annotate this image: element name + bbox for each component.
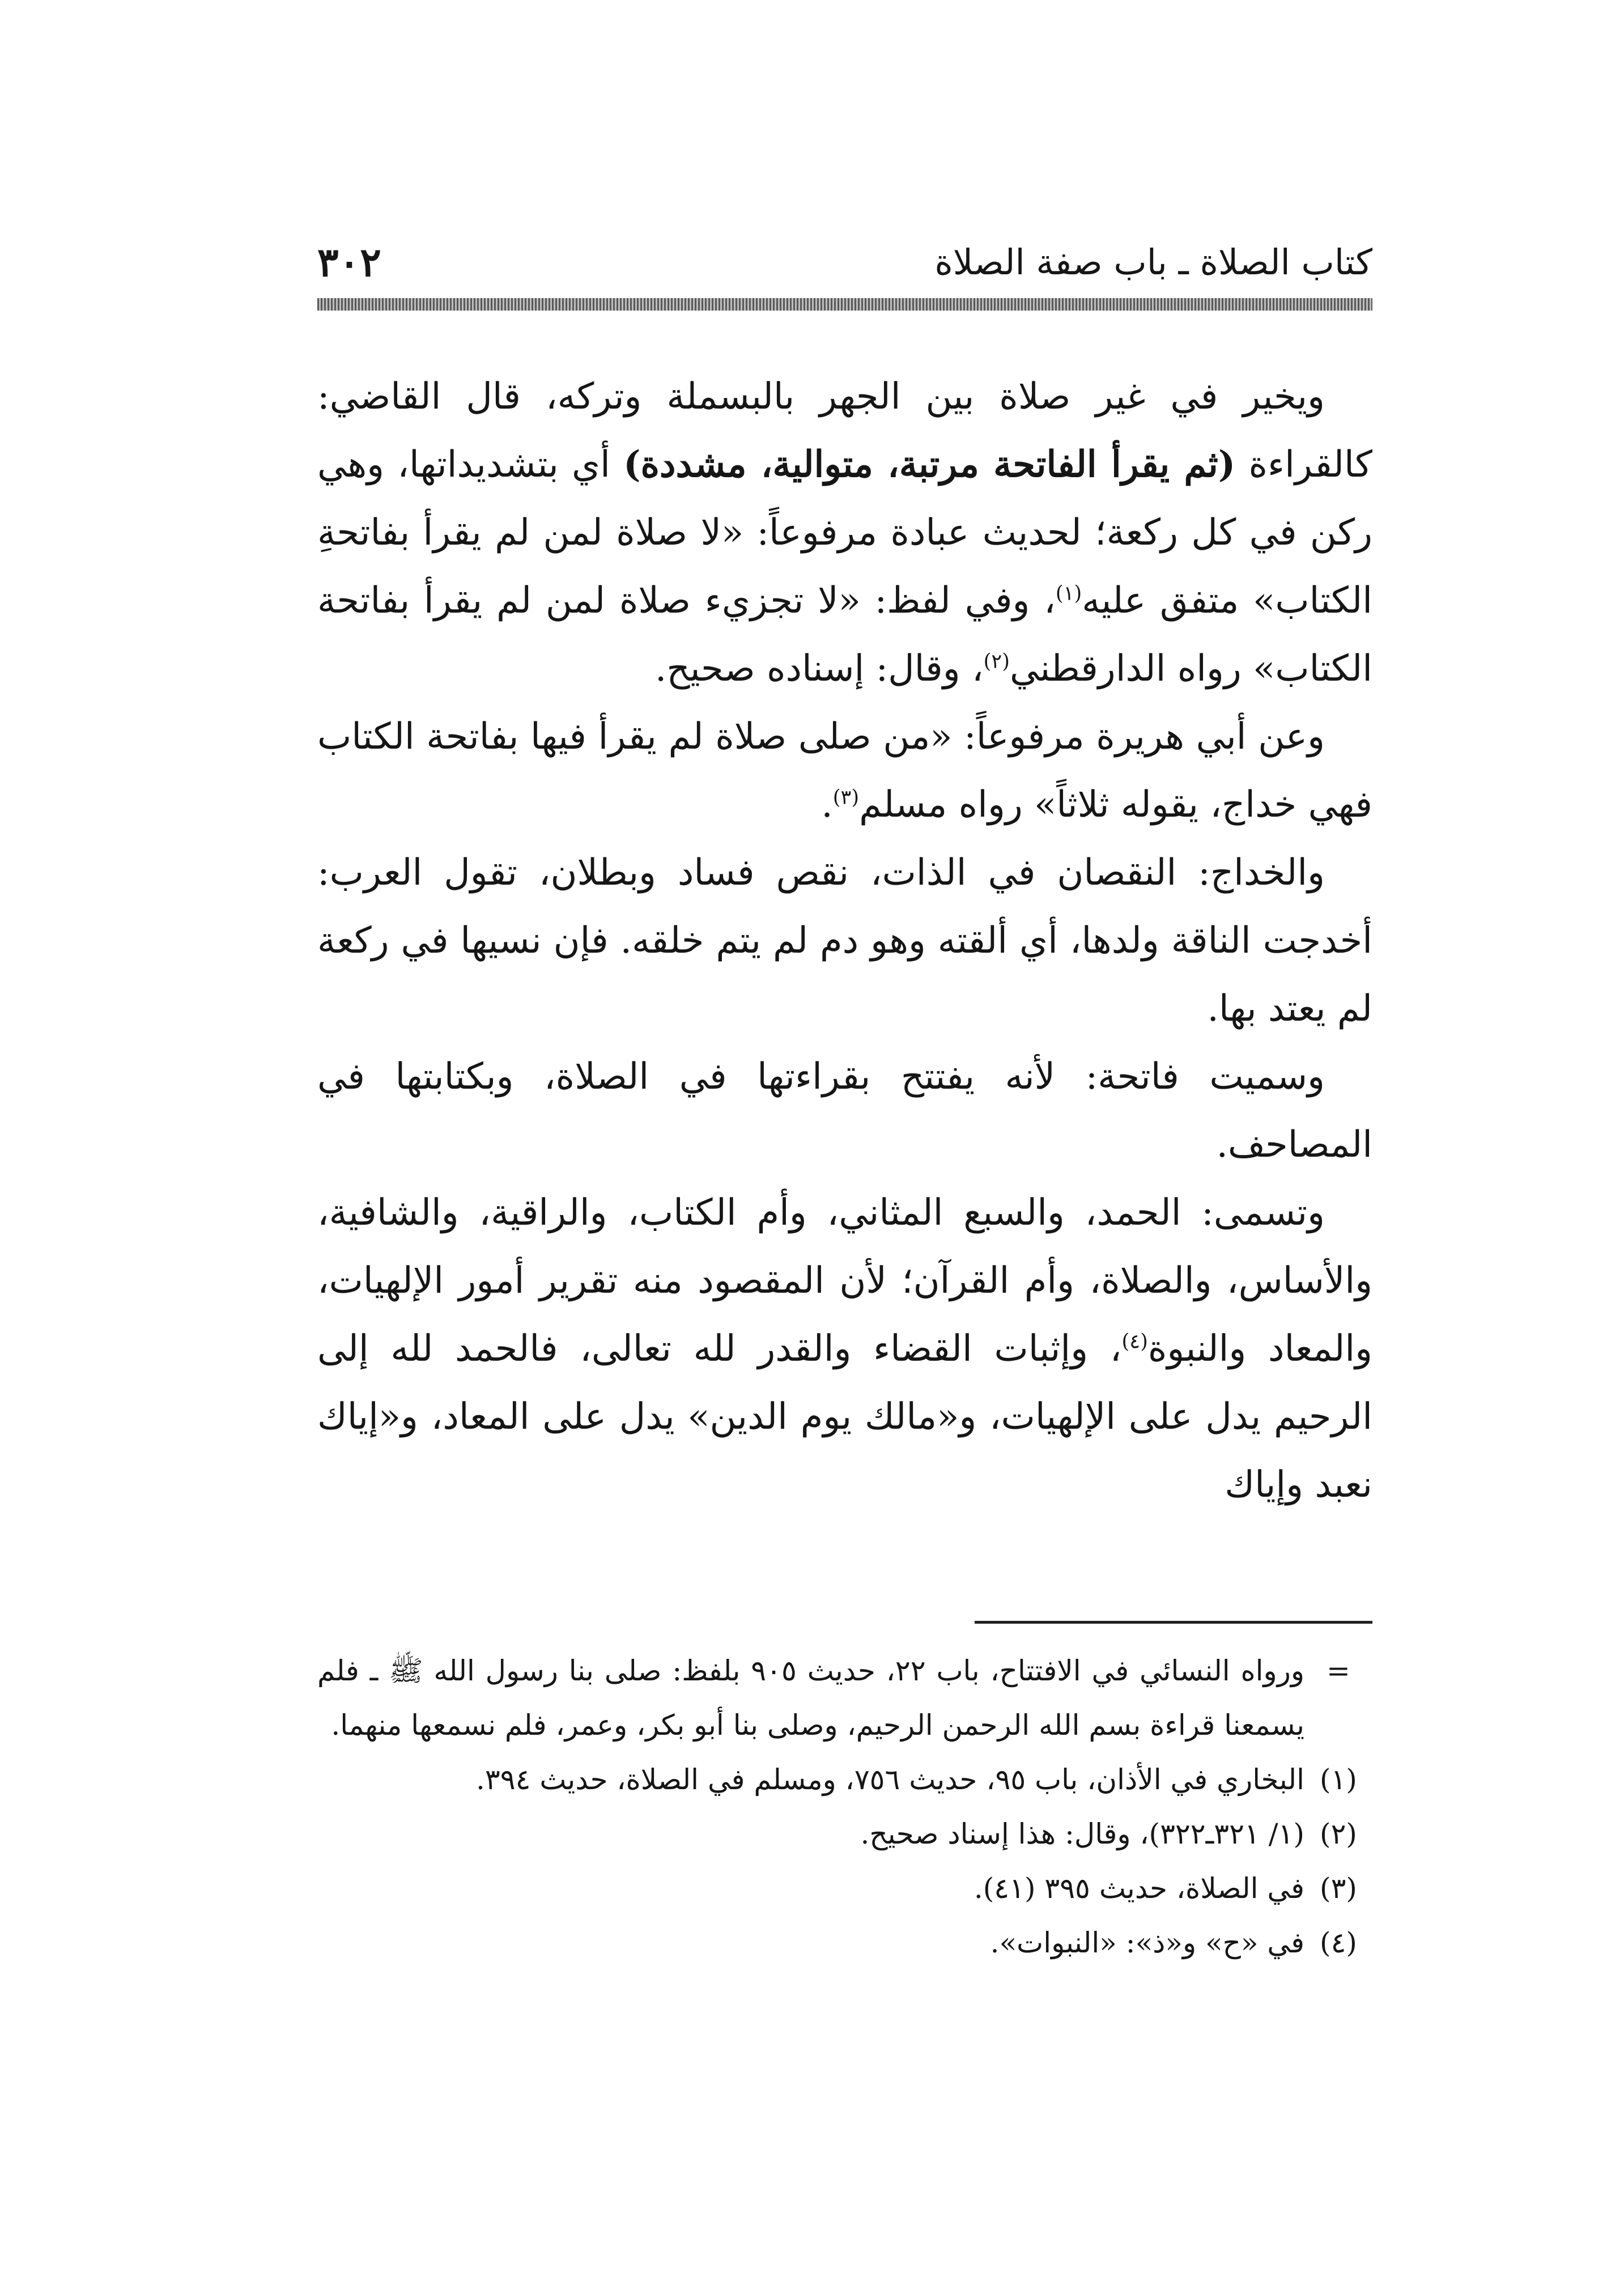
running-head-title: كتاب الصلاة ـ باب صفة الصلاة (934, 241, 1372, 283)
footnote-3-marker: (٣) (1320, 1872, 1357, 1905)
paragraph-2-end: ، وقال: إسناده صحيح. (655, 648, 984, 690)
footnote-1 (317, 1752, 1372, 1807)
footnote-continuation-text: ورواه النسائي في الافتتاح، باب ٢٢، حديث ٩٠٥ بلفظ: صلى بنا رسول الله ﷺ ـ فلم يسمعنا قراءة بسم الله الرحمن الرحيم، وصلى بنا أبو بكر، وعمر، فلم نسمعها منهما. (317, 1654, 1304, 1742)
paragraph-3 (317, 703, 1372, 839)
paragraph-2-bold-matn: (ثم يقرأ الفاتحة مرتبة، متوالية، مشددة) (623, 443, 1236, 486)
paragraph-6 (317, 1179, 1372, 1519)
footnote-1-marker: (١) (1320, 1763, 1357, 1796)
paragraph-4: والخداج: النقصان في الذات، نقص فساد وبطلان، تقول العرب: أخدجت الناقة ولدها، أي ألقته وهو دم لم يتم خلقه. فإن نسيها في ركعة لم يعتد بها. (317, 852, 1372, 1030)
footnote-2-text: (١/ ٣٢١ـ٣٢٢)، وقال: هذا إسناد صحيح. (860, 1818, 1304, 1850)
paragraph-6-text: وتسمى: الحمد، والسبع المثاني، وأم الكتاب، والراقية، والشافية، والأساس، والصلاة، وأم القرآن؛ لأن المقصود منه تقرير أمور الإلهيات، والمعاد والنبوة (317, 1192, 1373, 1370)
footnote-4-marker: (٤) (1320, 1926, 1357, 1959)
paragraph-2-mid: ، وفي لفظ: «لا تجزيء صلاة لمن لم يقرأ بفاتحة الكتاب» رواه الدارقطني (317, 580, 1372, 690)
paragraph-3-end: . (821, 784, 833, 826)
footnote-separator (975, 1621, 1372, 1624)
footnote-ref-2[interactable]: (٢) (983, 649, 1010, 673)
footnote-ref-4[interactable]: (٤) (1121, 1330, 1148, 1353)
header-rule (317, 298, 1372, 311)
main-text (317, 363, 1372, 1519)
paragraph-2-text: أي بتشديداتها، وهي ركن في كل ركعة؛ لحديث عبادة مرفوعاً: «لا صلاة لمن لم يقرأ بفاتحةِ الكتاب» متفق عليه (317, 444, 1373, 622)
paragraph-6-end: ، وإثبات القضاء والقدر لله تعالى، فالحمد لله إلى الرحيم يدل على الإلهيات، و«مالك يوم الدين» يدل على المعاد، و«إياك نعبد وإياك (317, 1328, 1372, 1506)
page-number: ٣٠٢ (317, 239, 381, 286)
paragraph-1-text: ويخير في غير صلاة بين الجهر بالبسملة وتركه، قال القاضي: كالقراءة (317, 376, 1373, 486)
footnote-ref-1[interactable]: (١) (1055, 581, 1082, 605)
paragraph-3-text: وعن أبي هريرة مرفوعاً: «من صلى صلاة لم يقرأ فيها بفاتحة الكتاب فهي خداج، يقوله ثلاثاً» رواه مسلم (317, 716, 1372, 826)
footnote-1-text: البخاري في الأذان، باب ٩٥، حديث ٧٥٦، ومسلم في الصلاة، حديث ٣٩٤. (475, 1763, 1304, 1796)
footnote-continuation-marker: = (1327, 1654, 1350, 1687)
paragraph-5: وسميت فاتحة: لأنه يفتتح بقراءتها في الصلاة، وبكتابتها في المصاحف. (317, 1056, 1372, 1166)
footnote-2 (317, 1807, 1372, 1861)
page-header (317, 231, 1372, 316)
footnote-3 (317, 1861, 1372, 1916)
footnote-2-marker: (٢) (1320, 1818, 1357, 1850)
paragraph-1 (317, 363, 1372, 703)
footnote-continuation (317, 1644, 1372, 1752)
footnote-4 (317, 1916, 1372, 1970)
footnote-4-text: في «ح» و«ذ»: «النبوات». (990, 1926, 1304, 1959)
footnote-3-text: في الصلاة، حديث ٣٩٥ (٤١). (973, 1872, 1304, 1905)
footnote-ref-3[interactable]: (٣) (832, 785, 860, 809)
footnotes (317, 1644, 1372, 1970)
